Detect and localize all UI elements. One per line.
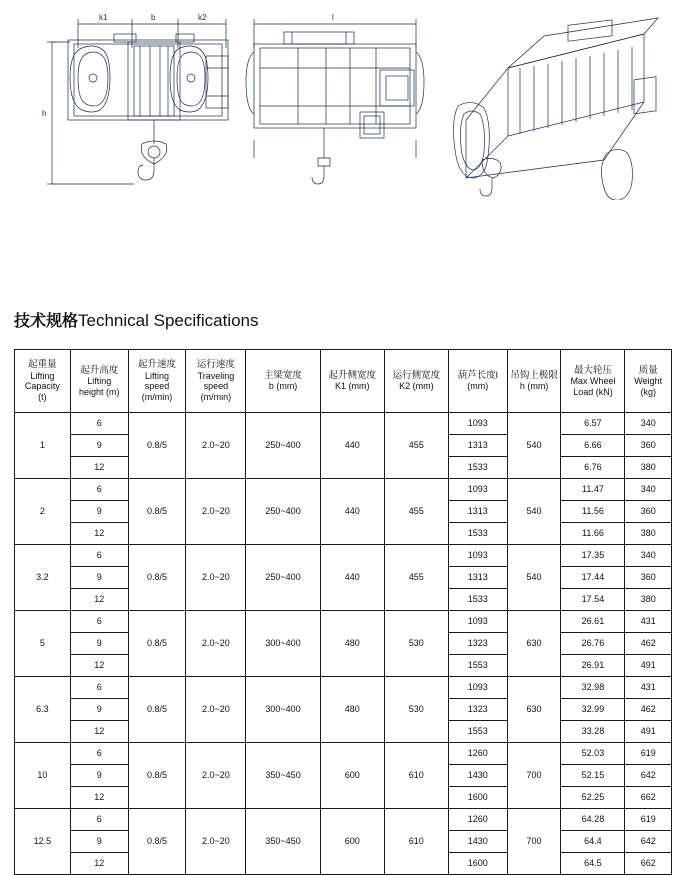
specifications-table	[14, 349, 672, 875]
cell-weight: 491	[625, 721, 672, 743]
cell-capacity: 1	[15, 413, 71, 479]
cell-lifting-height: 9	[70, 435, 128, 457]
cell-lifting-height: 9	[70, 831, 128, 853]
cell-hoist-length: 1600	[448, 787, 507, 809]
cell-lifting-speed: 0.8/5	[128, 413, 186, 479]
col-header-hook-limit-en1: h (mm)	[519, 381, 549, 392]
cell-capacity: 2	[15, 479, 71, 545]
cell-hook-limit: 630	[507, 611, 561, 677]
cell-wheel-load: 26.91	[561, 655, 625, 677]
drawing-side-view	[240, 8, 430, 208]
col-header-lifting-speed-cn: 起升速度	[138, 359, 177, 371]
cell-k2: 610	[384, 809, 448, 875]
specifications-table-body	[15, 413, 672, 875]
col-header-lifting-height-cn: 起升高度	[80, 364, 119, 376]
cell-lifting-height: 9	[70, 567, 128, 589]
cell-lifting-height: 6	[70, 545, 128, 567]
col-header-weight	[625, 350, 672, 413]
col-header-lifting-speed	[128, 350, 186, 413]
col-header-lifting-speed-en2: speed	[144, 381, 170, 392]
col-header-capacity-cn: 起重量	[28, 359, 57, 371]
cell-hoist-length: 1093	[448, 677, 507, 699]
cell-wheel-load: 17.35	[561, 545, 625, 567]
cell-lifting-height: 9	[70, 699, 128, 721]
cell-hoist-length: 1553	[448, 655, 507, 677]
col-header-k1	[320, 350, 384, 413]
col-header-capacity-en2: Capacity	[24, 381, 60, 392]
cell-k2: 455	[384, 413, 448, 479]
col-header-k2-cn: 运行侧宽度	[392, 370, 441, 382]
col-header-traveling-speed-en1: Traveling	[197, 370, 235, 381]
cell-k1: 480	[320, 677, 384, 743]
cell-wheel-load: 52.25	[561, 787, 625, 809]
cell-weight: 380	[625, 589, 672, 611]
cell-lifting-height: 9	[70, 501, 128, 523]
cell-hoist-length: 1323	[448, 633, 507, 655]
cell-capacity: 12.5	[15, 809, 71, 875]
col-header-capacity-en1: Lifting	[30, 370, 55, 381]
col-header-capacity-en3: (t)	[38, 391, 47, 402]
technical-drawings	[0, 0, 685, 240]
cell-lifting-height: 6	[70, 413, 128, 435]
cell-k2: 610	[384, 743, 448, 809]
cell-beam-width: 250~400	[246, 479, 320, 545]
cell-k2: 455	[384, 545, 448, 611]
cell-traveling-speed: 2.0~20	[186, 809, 246, 875]
cell-weight: 642	[625, 831, 672, 853]
cell-wheel-load: 6.57	[561, 413, 625, 435]
col-header-hoist-length	[448, 350, 507, 413]
col-header-beam-width-en1: b (mm)	[268, 381, 298, 392]
cell-wheel-load: 26.76	[561, 633, 625, 655]
cell-weight: 360	[625, 501, 672, 523]
cell-hoist-length: 1553	[448, 721, 507, 743]
cell-lifting-height: 6	[70, 611, 128, 633]
cell-lifting-height: 6	[70, 479, 128, 501]
cell-hoist-length: 1430	[448, 765, 507, 787]
cell-capacity: 5	[15, 611, 71, 677]
col-header-k2-en1: K2 (mm)	[399, 381, 434, 392]
col-header-lifting-speed-en1: Lifting	[145, 370, 170, 381]
table-row	[15, 743, 672, 765]
cell-wheel-load: 17.54	[561, 589, 625, 611]
cell-hoist-length: 1533	[448, 457, 507, 479]
cell-lifting-height: 12	[70, 853, 128, 875]
cell-k2: 530	[384, 677, 448, 743]
cell-wheel-load: 64.28	[561, 809, 625, 831]
cell-weight: 380	[625, 457, 672, 479]
section-title	[14, 308, 259, 331]
dim-label-l: l	[332, 13, 334, 22]
cell-hoist-length: 1533	[448, 523, 507, 545]
cell-beam-width: 250~400	[246, 413, 320, 479]
col-header-beam-width	[246, 350, 320, 413]
cell-wheel-load: 11.47	[561, 479, 625, 501]
cell-capacity: 10	[15, 743, 71, 809]
col-header-capacity	[15, 350, 71, 413]
cell-k1: 440	[320, 413, 384, 479]
cell-traveling-speed: 2.0~20	[186, 611, 246, 677]
cell-lifting-height: 12	[70, 787, 128, 809]
cell-weight: 340	[625, 479, 672, 501]
cell-wheel-load: 32.98	[561, 677, 625, 699]
dim-label-k1: k1	[99, 13, 108, 22]
col-header-traveling-speed-en2: speed	[203, 381, 229, 392]
cell-wheel-load: 17.44	[561, 567, 625, 589]
cell-hook-limit: 630	[507, 677, 561, 743]
cell-capacity: 6.3	[15, 677, 71, 743]
cell-wheel-load: 64.5	[561, 853, 625, 875]
cell-k2: 530	[384, 611, 448, 677]
cell-lifting-height: 6	[70, 677, 128, 699]
cell-lifting-height: 9	[70, 633, 128, 655]
cell-lifting-height: 6	[70, 809, 128, 831]
specifications-table-wrapper	[14, 349, 672, 875]
cell-wheel-load: 6.66	[561, 435, 625, 457]
cell-hook-limit: 540	[507, 545, 561, 611]
cell-hook-limit: 540	[507, 413, 561, 479]
table-row	[15, 479, 672, 501]
col-header-wheel-load-en2: Load (kN)	[573, 386, 613, 397]
cell-wheel-load: 64.4	[561, 831, 625, 853]
cell-hoist-length: 1093	[448, 611, 507, 633]
col-header-beam-width-cn: 主梁宽度	[264, 370, 303, 382]
col-header-weight-en1: Weight	[634, 375, 663, 386]
cell-weight: 431	[625, 611, 672, 633]
col-header-hook-limit-cn: 吊钩上极限	[510, 370, 558, 382]
cell-hoist-length: 1430	[448, 831, 507, 853]
cell-hoist-length: 1093	[448, 413, 507, 435]
cell-weight: 380	[625, 523, 672, 545]
cell-weight: 462	[625, 633, 672, 655]
cell-hoist-length: 1093	[448, 545, 507, 567]
cell-lifting-speed: 0.8/5	[128, 677, 186, 743]
cell-weight: 642	[625, 765, 672, 787]
cell-k2: 455	[384, 479, 448, 545]
cell-hoist-length: 1533	[448, 589, 507, 611]
cell-hook-limit: 700	[507, 743, 561, 809]
cell-beam-width: 350~450	[246, 809, 320, 875]
cell-weight: 340	[625, 545, 672, 567]
cell-lifting-speed: 0.8/5	[128, 743, 186, 809]
dim-label-h: h	[42, 109, 47, 118]
section-title-en: Technical Specifications	[78, 311, 259, 330]
cell-weight: 462	[625, 699, 672, 721]
cell-wheel-load: 6.76	[561, 457, 625, 479]
table-header-row	[15, 350, 672, 413]
cell-hoist-length: 1323	[448, 699, 507, 721]
cell-weight: 340	[625, 413, 672, 435]
cell-weight: 662	[625, 853, 672, 875]
col-header-k2	[384, 350, 448, 413]
cell-lifting-height: 6	[70, 743, 128, 765]
cell-weight: 360	[625, 567, 672, 589]
dim-label-b: b	[151, 13, 156, 22]
cell-wheel-load: 11.56	[561, 501, 625, 523]
cell-lifting-height: 12	[70, 655, 128, 677]
dim-label-k2: k2	[198, 13, 207, 22]
section-title-cn: 技术规格	[14, 313, 79, 330]
cell-wheel-load: 52.15	[561, 765, 625, 787]
col-header-lifting-height-en2: height (m)	[78, 386, 120, 397]
cell-weight: 360	[625, 435, 672, 457]
cell-hook-limit: 540	[507, 479, 561, 545]
cell-wheel-load: 33.28	[561, 721, 625, 743]
cell-lifting-speed: 0.8/5	[128, 545, 186, 611]
cell-k1: 600	[320, 743, 384, 809]
cell-lifting-height: 12	[70, 457, 128, 479]
table-row	[15, 677, 672, 699]
cell-weight: 431	[625, 677, 672, 699]
col-header-wheel-load	[561, 350, 625, 413]
col-header-lifting-speed-en3: (m/min)	[141, 391, 173, 402]
cell-hoist-length: 1260	[448, 809, 507, 831]
cell-hoist-length: 1093	[448, 479, 507, 501]
cell-beam-width: 300~400	[246, 677, 320, 743]
cell-k1: 440	[320, 545, 384, 611]
col-header-k1-cn: 起升侧宽度	[328, 370, 377, 382]
cell-lifting-height: 12	[70, 523, 128, 545]
cell-traveling-speed: 2.0~20	[186, 545, 246, 611]
table-row	[15, 611, 672, 633]
cell-weight: 662	[625, 787, 672, 809]
col-header-wheel-load-en1: Max Wheel	[570, 375, 616, 386]
col-header-k1-en1: K1 (mm)	[335, 381, 370, 392]
cell-lifting-speed: 0.8/5	[128, 611, 186, 677]
col-header-hook-limit	[507, 350, 561, 413]
cell-lifting-speed: 0.8/5	[128, 479, 186, 545]
cell-wheel-load: 11.66	[561, 523, 625, 545]
cell-beam-width: 350~450	[246, 743, 320, 809]
cell-k1: 600	[320, 809, 384, 875]
col-header-traveling-speed-cn: 运行速度	[196, 359, 235, 371]
cell-lifting-height: 12	[70, 721, 128, 743]
cell-hoist-length: 1313	[448, 435, 507, 457]
col-header-lifting-height	[70, 350, 128, 413]
col-header-wheel-load-cn: 最大轮压	[573, 364, 612, 376]
cell-hook-limit: 700	[507, 809, 561, 875]
cell-traveling-speed: 2.0~20	[186, 413, 246, 479]
table-row	[15, 809, 672, 831]
col-header-traveling-speed	[186, 350, 246, 413]
col-header-weight-en2: (kg)	[640, 386, 656, 397]
col-header-traveling-speed-en3: (m/min)	[200, 391, 232, 402]
table-row	[15, 545, 672, 567]
cell-lifting-height: 12	[70, 589, 128, 611]
cell-weight: 619	[625, 809, 672, 831]
cell-traveling-speed: 2.0~20	[186, 743, 246, 809]
drawing-perspective-view	[448, 10, 663, 200]
cell-weight: 619	[625, 743, 672, 765]
cell-beam-width: 250~400	[246, 545, 320, 611]
cell-lifting-height: 9	[70, 765, 128, 787]
cell-capacity: 3.2	[15, 545, 71, 611]
cell-hoist-length: 1313	[448, 501, 507, 523]
col-header-lifting-height-en1: Lifting	[87, 375, 112, 386]
cell-hoist-length: 1313	[448, 567, 507, 589]
cell-hoist-length: 1600	[448, 853, 507, 875]
col-header-hoist-length-cn: 葫芦长度l	[457, 370, 498, 382]
cell-wheel-load: 32.99	[561, 699, 625, 721]
cell-k1: 440	[320, 479, 384, 545]
cell-wheel-load: 26.61	[561, 611, 625, 633]
cell-hoist-length: 1260	[448, 743, 507, 765]
cell-beam-width: 300~400	[246, 611, 320, 677]
table-row	[15, 413, 672, 435]
col-header-weight-cn: 质量	[638, 364, 658, 376]
cell-k1: 480	[320, 611, 384, 677]
drawing-front-view	[30, 8, 245, 218]
cell-traveling-speed: 2.0~20	[186, 479, 246, 545]
cell-wheel-load: 52.03	[561, 743, 625, 765]
cell-lifting-speed: 0.8/5	[128, 809, 186, 875]
col-header-hoist-length-en1: (mm)	[467, 381, 489, 392]
cell-weight: 491	[625, 655, 672, 677]
cell-traveling-speed: 2.0~20	[186, 677, 246, 743]
